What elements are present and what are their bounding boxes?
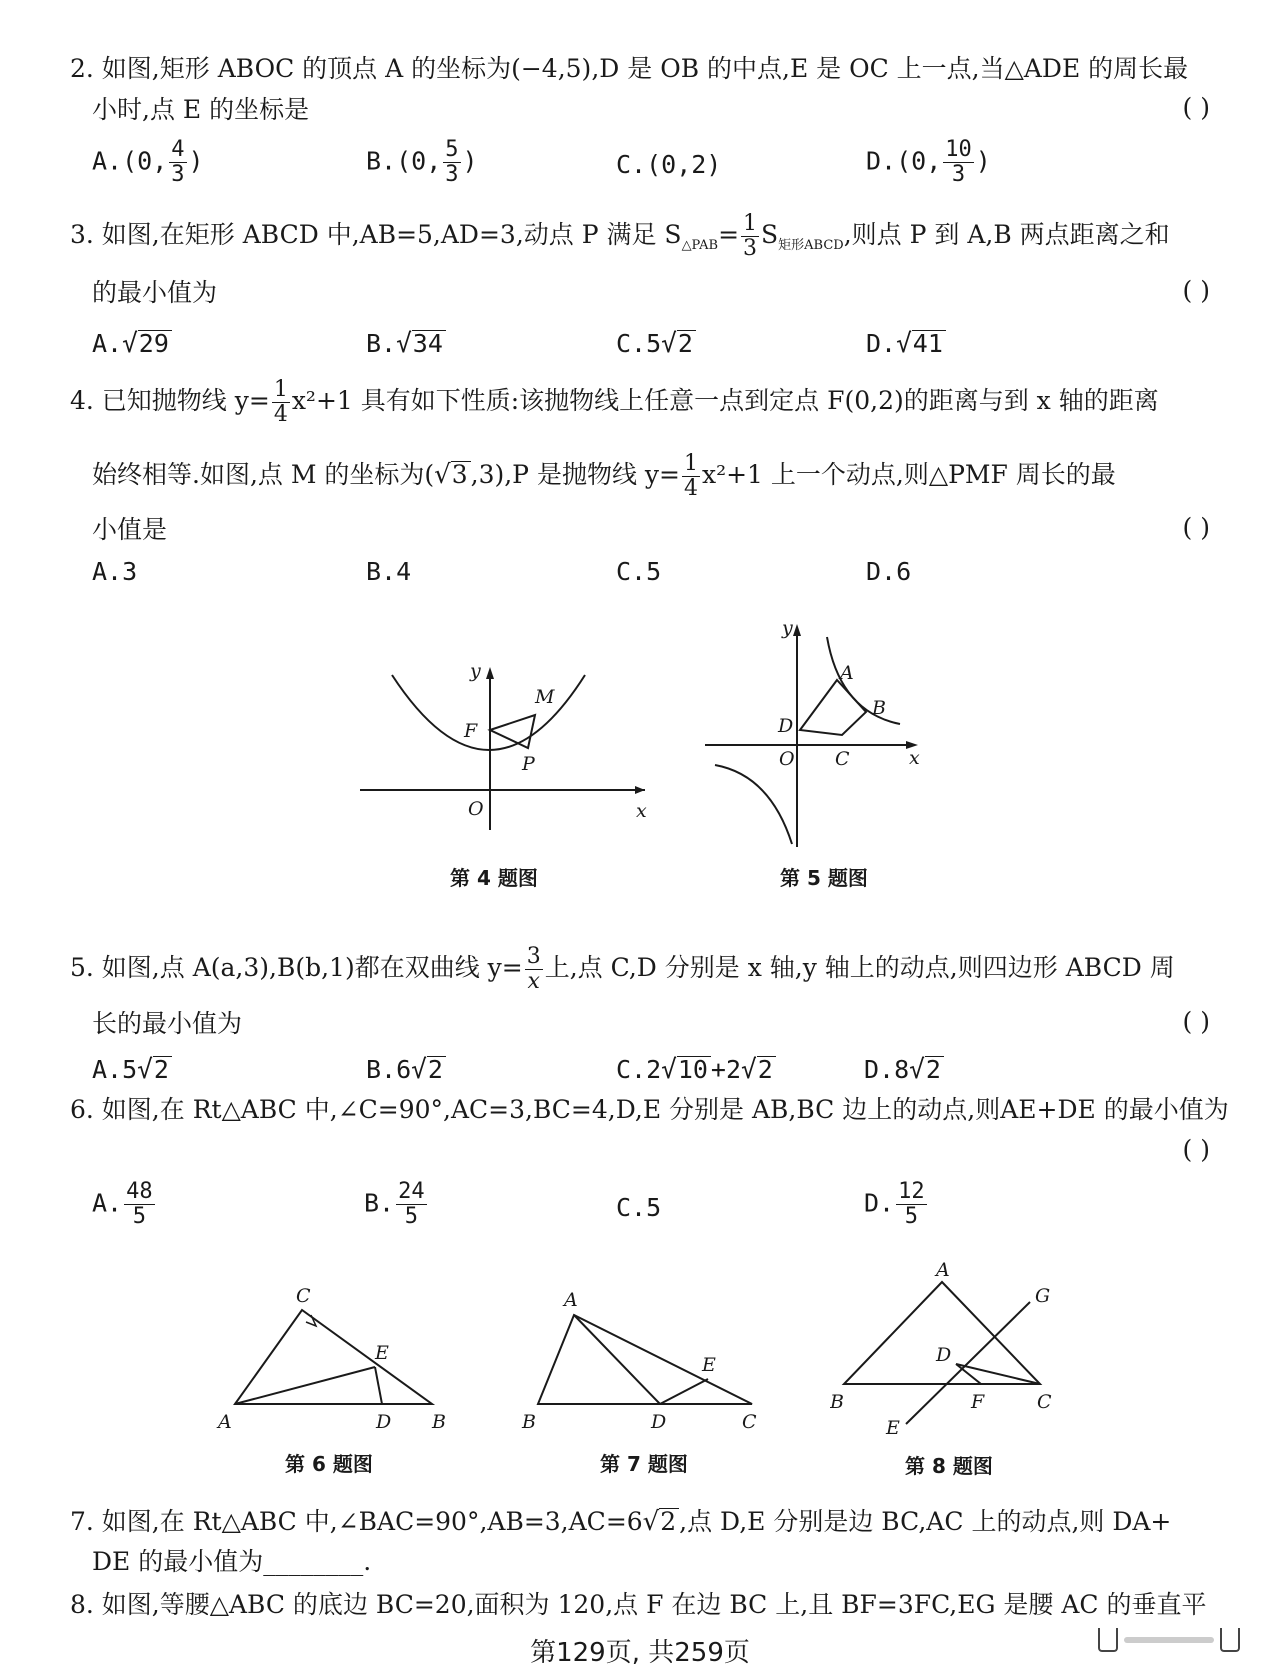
q4-line1: 4. 已知抛物线 y= $\frac{1}{4}$ x²+1 具有如下性质:该抛物线上任意一点到定点 F(0,2)的距离与到 x 轴的距离 [70,377,1159,427]
q3-line1: 3. 如图,在矩形 ABCD 中,AB=5,AD=3,动点 P 满足 $S_{\triangle PAB}=$ $\frac{1}{3}$ $S_{矩形ABCD}$,则点 P 到 A,B 两点距离之和 [70,211,1170,261]
fig7-label-b: B [522,1411,536,1433]
fig4-label-o: O [468,798,484,820]
q5-option-c: C.2√10 +2√2 [616,1053,776,1087]
fig8-label-f: F [971,1391,985,1413]
q5-line1: 5. 如图,点 A(a,3),B(b,1)都在双曲线 y= $\frac{3}{x}$ 上,点 C,D 分别是 x 轴,y 轴上的动点,则四边形 ABCD 周 [70,944,1175,994]
fig4-label-x: x [636,800,647,822]
q4-option-a: A.3 [92,557,138,586]
q6-option-a: A. $\frac{48}{5}$ [92,1179,153,1229]
fig6-label-b: B [432,1411,446,1433]
fig5-label-b: B [872,697,886,719]
viewer-toolbar [1098,1628,1240,1652]
q7-line2: DE 的最小值为________. [92,1547,372,1576]
q5-answer-paren: ( ) [1182,1007,1210,1036]
fig8-label-e: E [886,1417,900,1437]
q7-answer-blank: ________ [263,1547,364,1576]
fig4-label-m: M [535,686,555,708]
q5-line2: 长的最小值为 [92,1009,243,1038]
q6-option-d: D. $\frac{12}{5}$ [864,1179,925,1229]
figure-7-triangle [520,1282,770,1437]
scroll-bar[interactable] [1124,1637,1214,1643]
fig6-caption: 第 6 题图 [285,1452,373,1476]
q4-answer-paren: ( ) [1182,513,1210,542]
q2-option-d: D.(0, $\frac{10}{3}$ ) [866,137,991,187]
figure-6-triangle [210,1282,450,1437]
fig5-label-x: x [909,747,920,769]
q2-answer-paren: ( ) [1182,93,1210,122]
q6-line1: 6. 如图,在 Rt△ABC 中,∠C=90°,AC=3,BC=4,D,E 分别是 AB,BC 边上的动点,则AE+DE 的最小值为 [70,1095,1229,1124]
q2-option-a: A.(0, $\frac{4}{3}$ ) [92,137,204,187]
q3-answer-paren: ( ) [1182,276,1210,305]
q2-line1: 2. 如图,矩形 ABOC 的顶点 A 的坐标为(−4,5),D 是 OB 的中点,E 是 OC 上一点,当△ADE 的周长最 [70,54,1189,83]
q4-option-b: B.4 [366,557,412,586]
q8-line1: 8. 如图,等腰△ABC 的底边 BC=20,面积为 120,点 F 在边 BC 上,且 BF=3FC,EG 是腰 AC 的垂直平 [70,1590,1207,1619]
fig8-label-d: D [936,1344,952,1366]
q4-line2: 始终相等.如图,点 M 的坐标为(√3 ,3),P 是抛物线 y= $\frac{1}{4}$ x²+1 上一个动点,则△PMF 周长的最 [92,451,1116,501]
q2-line2: 小时,点 E 的坐标是 [92,95,310,124]
q5-option-a: A.5√2 [92,1053,172,1087]
fig8-label-b: B [830,1391,844,1413]
figure-4-parabola [340,655,660,855]
figure-8-triangle [830,1262,1070,1437]
fig5-label-a: A [840,662,854,684]
fig7-label-a: A [564,1289,578,1311]
q6-answer-paren: ( ) [1182,1135,1210,1164]
fig6-label-c: C [296,1285,311,1307]
fig8-caption: 第 8 题图 [905,1454,993,1478]
q3-option-d: D.√41 [866,327,946,361]
fig6-label-d: D [376,1411,392,1433]
tool-icon[interactable] [1098,1628,1118,1652]
q4-line3: 小值是 [92,515,168,544]
q3-option-c: C.5√2 [616,327,696,361]
q6-option-c: C.5 [616,1193,662,1222]
fig4-label-y: y [470,660,481,682]
q3-line2: 的最小值为 [92,278,218,307]
fig5-label-o: O [779,748,795,770]
q2-option-c: C.(0,2) [616,150,722,179]
fig8-label-a: A [936,1262,950,1281]
fig5-caption: 第 5 题图 [780,866,868,890]
fig7-caption: 第 7 题图 [600,1452,688,1476]
fig8-label-c: C [1037,1391,1052,1413]
fig7-label-c: C [742,1411,757,1433]
fig5-label-d: D [778,715,794,737]
q3-option-a: A.√29 [92,327,172,361]
q3-option-b: B.√34 [366,327,446,361]
fig8-label-g: G [1035,1285,1051,1307]
q4-option-c: C.5 [616,557,662,586]
q6-option-b: B. $\frac{24}{5}$ [364,1179,425,1229]
fig7-label-d: D [651,1411,667,1433]
fig6-label-a: A [218,1411,232,1433]
fig4-label-f: F [464,720,478,742]
fig7-label-e: E [702,1354,716,1376]
fig6-label-e: E [375,1342,389,1364]
q4-option-d: D.6 [866,557,912,586]
q7-line1: 7. 如图,在 Rt△ABC 中,∠BAC=90°,AB=3,AC=6√2 ,点 D,E 分别是边 BC,AC 上的动点,则 DA+ [70,1507,1172,1537]
q5-option-d: D.8√2 [864,1053,944,1087]
tool-icon[interactable] [1220,1628,1240,1652]
fig4-label-p: P [522,753,535,775]
q2-option-b: B.(0, $\frac{5}{3}$ ) [366,137,478,187]
figure-5-hyperbola [700,612,930,857]
page-footer: 第129页, 共259页 [530,1638,750,1668]
fig5-label-c: C [835,748,850,770]
q5-option-b: B.6√2 [366,1053,446,1087]
fig5-label-y: y [782,617,793,639]
fig4-caption: 第 4 题图 [450,866,538,890]
